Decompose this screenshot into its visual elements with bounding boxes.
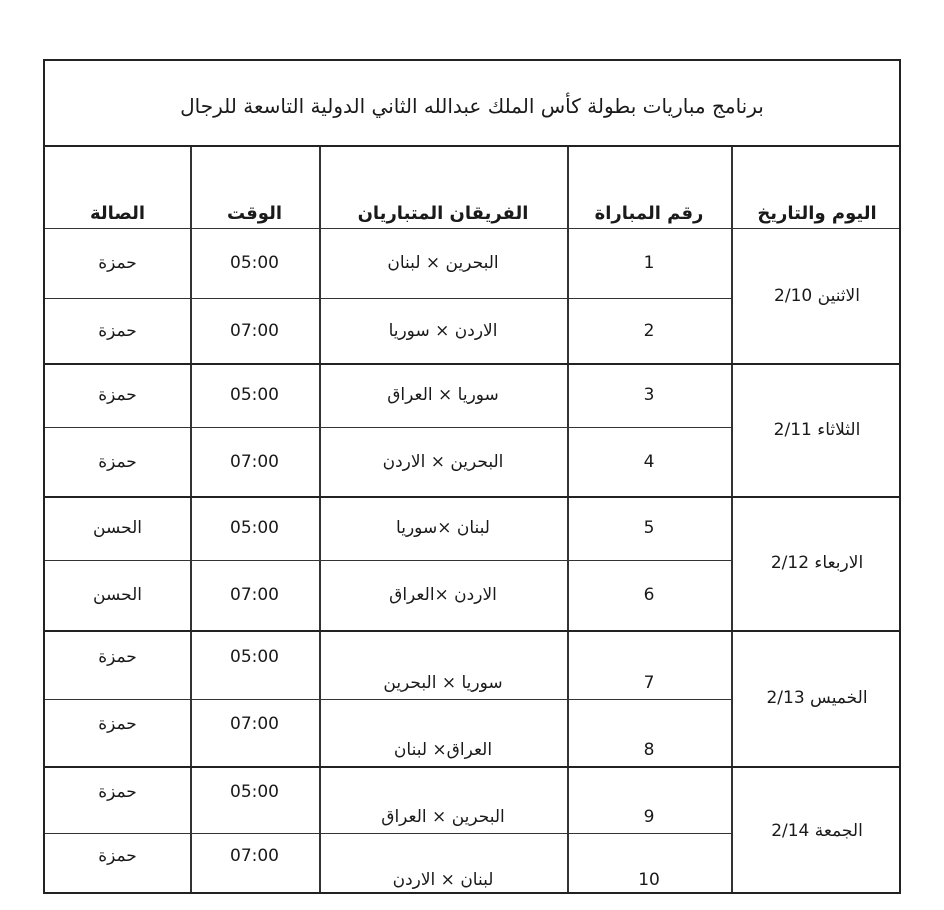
table-title: برنامج مباريات بطولة كأس الملك عبدالله الثاني الدولية التاسعة للرجال xyxy=(45,61,899,147)
day-cell: الخميس 2/13 xyxy=(766,688,868,708)
time-cell: 07:00 xyxy=(230,845,279,866)
match-no-cell: 10 xyxy=(638,870,660,890)
header-hall: الصالة xyxy=(89,203,146,224)
schedule-table xyxy=(43,59,901,894)
teams-cell: البحرين × لبنان xyxy=(387,253,499,273)
teams-cell: لبنان ×سوريا xyxy=(396,518,490,538)
match-no-cell: 2 xyxy=(643,320,655,341)
teams-cell: سوريا × البحرين xyxy=(383,673,503,693)
teams-cell: العراق× لبنان xyxy=(393,740,493,760)
teams-cell: سوريا × العراق xyxy=(387,385,499,405)
time-cell: 05:00 xyxy=(230,518,279,538)
time-cell: 07:00 xyxy=(230,320,279,341)
hall-cell: الحسن xyxy=(93,585,142,605)
hall-cell: حمزة xyxy=(98,451,137,472)
hall-cell: حمزة xyxy=(98,253,137,273)
match-no-cell: 6 xyxy=(643,585,655,605)
day-cell: الجمعة 2/14 xyxy=(771,821,863,841)
time-cell: 05:00 xyxy=(230,647,279,667)
hall-cell: حمزة xyxy=(98,647,137,667)
hall-cell: حمزة xyxy=(98,782,137,802)
match-no-cell: 3 xyxy=(643,385,655,405)
hall-cell: حمزة xyxy=(98,714,137,734)
time-cell: 07:00 xyxy=(230,585,279,605)
match-no-cell: 8 xyxy=(643,740,655,760)
match-no-cell: 4 xyxy=(643,451,655,472)
teams-cell: الاردن × سوريا xyxy=(388,320,498,341)
match-no-cell: 5 xyxy=(643,518,655,538)
time-cell: 07:00 xyxy=(230,451,279,472)
time-cell: 05:00 xyxy=(230,385,279,405)
day-cell: الثلاثاء 2/11 xyxy=(773,419,861,440)
match-no-cell: 7 xyxy=(643,673,655,693)
time-cell: 05:00 xyxy=(230,253,279,273)
hall-cell: الحسن xyxy=(93,518,142,538)
header-time: الوقت xyxy=(226,203,283,224)
header-teams: الفريقان المتباريان xyxy=(357,203,529,224)
time-cell: 05:00 xyxy=(230,782,279,802)
teams-cell: البحرين × العراق xyxy=(381,807,505,827)
match-no-cell: 1 xyxy=(643,253,655,273)
teams-cell: الاردن ×العراق xyxy=(389,585,497,605)
day-cell: الاربعاء 2/12 xyxy=(770,553,864,573)
day-cell: الاثنين 2/10 xyxy=(774,285,860,306)
hall-cell: حمزة xyxy=(98,320,137,341)
hall-cell: حمزة xyxy=(98,385,137,405)
time-cell: 07:00 xyxy=(230,714,279,734)
teams-cell: البحرين × الاردن xyxy=(382,451,504,472)
header-match-no: رقم المباراة xyxy=(594,203,704,224)
header-day-date: اليوم والتاريخ xyxy=(757,203,877,224)
hall-cell: حمزة xyxy=(98,845,137,866)
teams-cell: لبنان × الاردن xyxy=(392,870,494,890)
match-no-cell: 9 xyxy=(643,807,655,827)
